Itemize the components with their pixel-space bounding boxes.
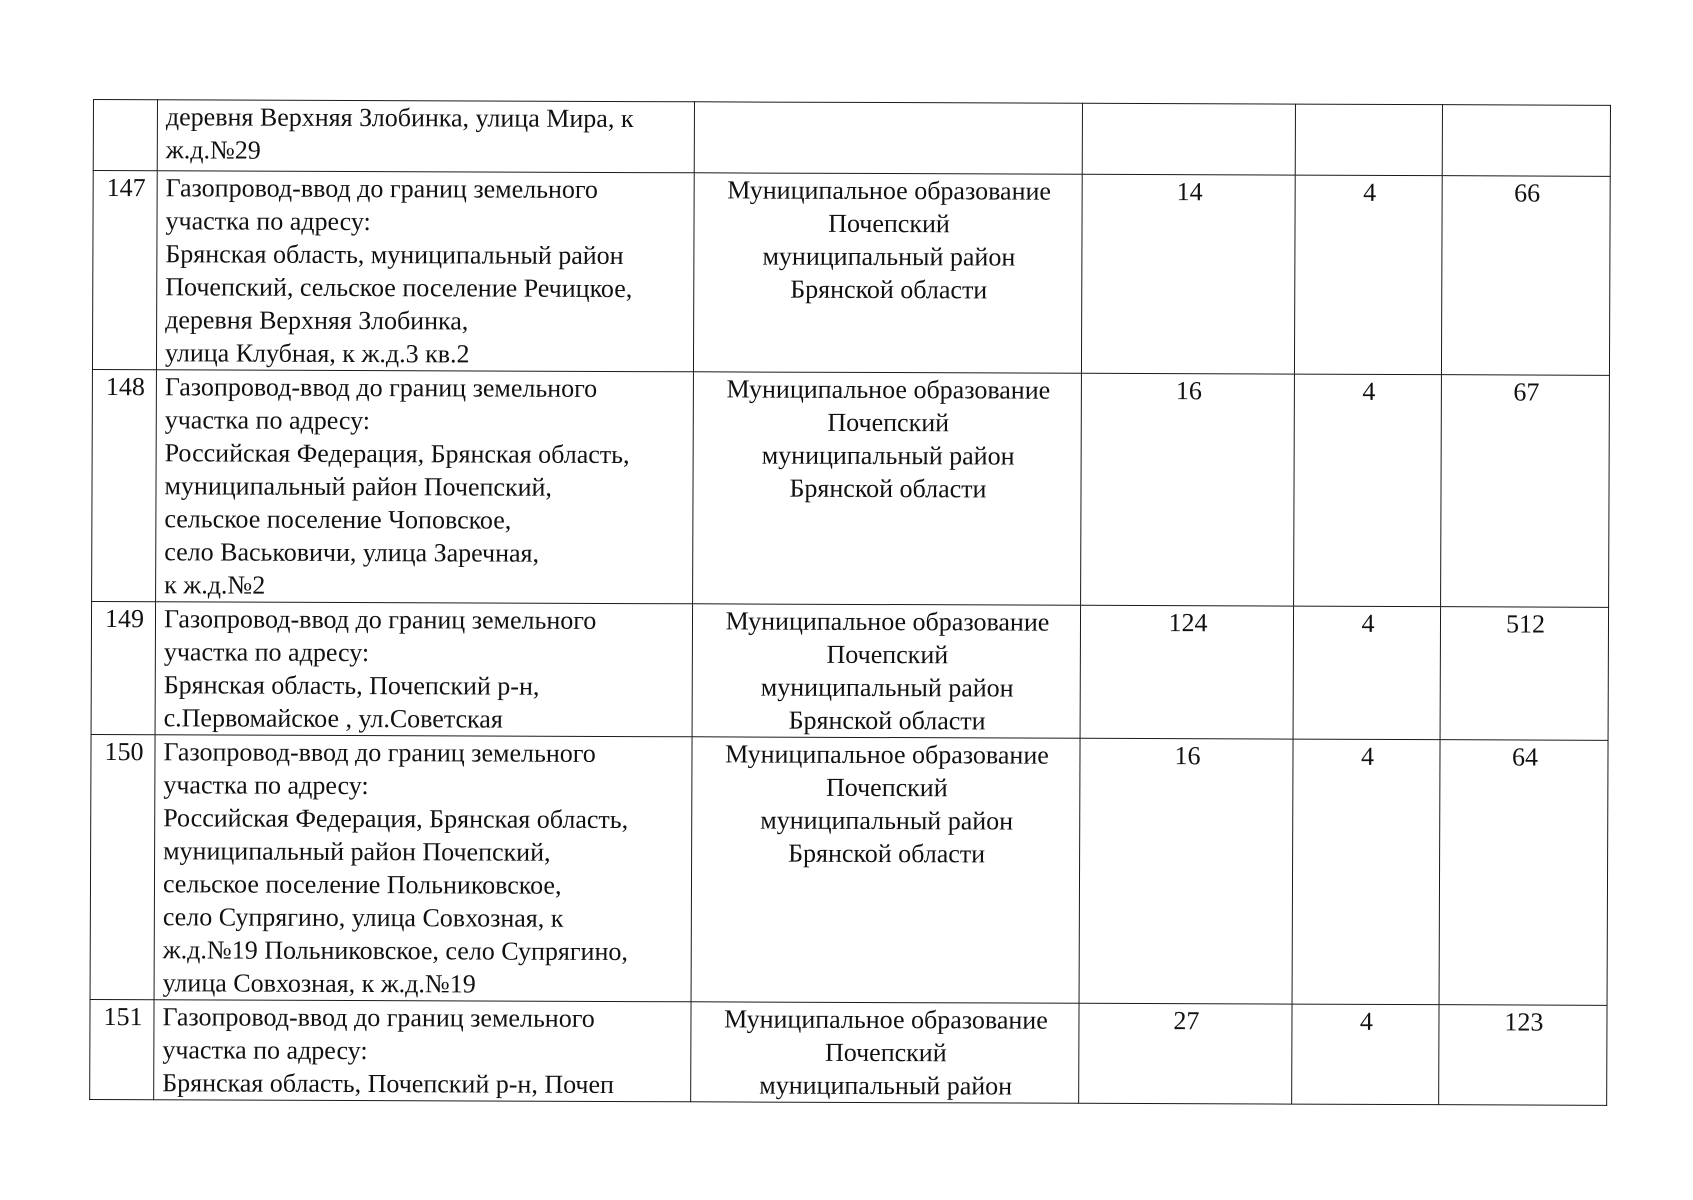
- registry-table-body: [90, 100, 1611, 1106]
- table-row: [93, 100, 1610, 177]
- value-cell-2: 4: [1294, 374, 1442, 607]
- value-cell-3: [1442, 105, 1610, 177]
- table-row: [92, 369, 1610, 607]
- table-row: [90, 999, 1607, 1105]
- value-cell-1: 124: [1080, 605, 1294, 739]
- value-cell-2: 4: [1293, 606, 1441, 740]
- table-row: [90, 734, 1608, 1005]
- object-name-cell: Газопровод-ввод до границ земельного участка по адресу: Брянская область, Почепский р-н, с.Первомайское , ул.Советская: [155, 602, 693, 737]
- object-name-cell: Газопровод-ввод до границ земельного участка по адресу: Российская Федерация, Брянская область, муниципальный район Почепский, сельское поселение Польниковское, село Супрягино, улица Совхозная, к ж.д.№19 Польниковское, село Супрягино, улица Совхозная, к ж.д.№19: [154, 735, 692, 1002]
- table-row: [92, 171, 1610, 376]
- value-cell-2: [1295, 104, 1442, 176]
- value-cell-3: 66: [1441, 176, 1610, 376]
- value-cell-1: 14: [1081, 174, 1295, 374]
- value-cell-2: 4: [1294, 175, 1442, 375]
- object-name-cell: деревня Верхняя Злобинка, улица Мира, к ж.д.№29: [157, 100, 694, 173]
- row-number-cell: 151: [90, 999, 154, 1099]
- row-number-cell: 147: [92, 171, 157, 370]
- row-number-cell: 148: [92, 369, 157, 601]
- row-number-cell: [93, 100, 157, 171]
- value-cell-3: 64: [1439, 740, 1608, 1006]
- value-cell-2: 4: [1292, 739, 1440, 1005]
- value-cell-1: 16: [1081, 373, 1295, 606]
- owner-cell: Муниципальное образование Почепский муниципальный район: [691, 1002, 1079, 1103]
- value-cell-3: 67: [1441, 375, 1610, 608]
- owner-cell: Муниципальное образование Почепский муниципальный район Брянской области: [691, 737, 1080, 1003]
- owner-cell: [694, 102, 1082, 174]
- row-number-cell: 150: [90, 734, 155, 999]
- value-cell-3: 123: [1439, 1005, 1607, 1106]
- registry-table: [89, 99, 1611, 1106]
- value-cell-1: 27: [1079, 1003, 1292, 1104]
- owner-cell: Муниципальное образование Почепский муниципальный район Брянской области: [693, 372, 1082, 605]
- object-name-cell: Газопровод-ввод до границ земельного участка по адресу: Брянская область, Почепский р-н, Почеп: [154, 1000, 691, 1102]
- value-cell-1: [1082, 103, 1295, 175]
- object-name-cell: Газопровод-ввод до границ земельного участка по адресу: Брянская область, муниципальный район Почепский, сельское поселение Речицкое, деревня Верхняя Злобинка, улица Клубная, к ж.д.3 кв.2: [156, 171, 694, 372]
- value-cell-2: 4: [1292, 1004, 1439, 1105]
- value-cell-3: 512: [1440, 607, 1609, 741]
- owner-cell: Муниципальное образование Почепский муниципальный район Брянской области: [693, 173, 1082, 373]
- owner-cell: Муниципальное образование Почепский муниципальный район Брянской области: [692, 604, 1081, 738]
- table-row: [91, 601, 1608, 740]
- value-cell-1: 16: [1079, 738, 1293, 1004]
- row-number-cell: 149: [91, 601, 156, 734]
- object-name-cell: Газопровод-ввод до границ земельного участка по адресу: Российская Федерация, Брянская область, муниципальный район Почепский, сельское поселение Чоповское, село Васьковичи, улица Заречная, к ж.д.№2: [156, 370, 694, 604]
